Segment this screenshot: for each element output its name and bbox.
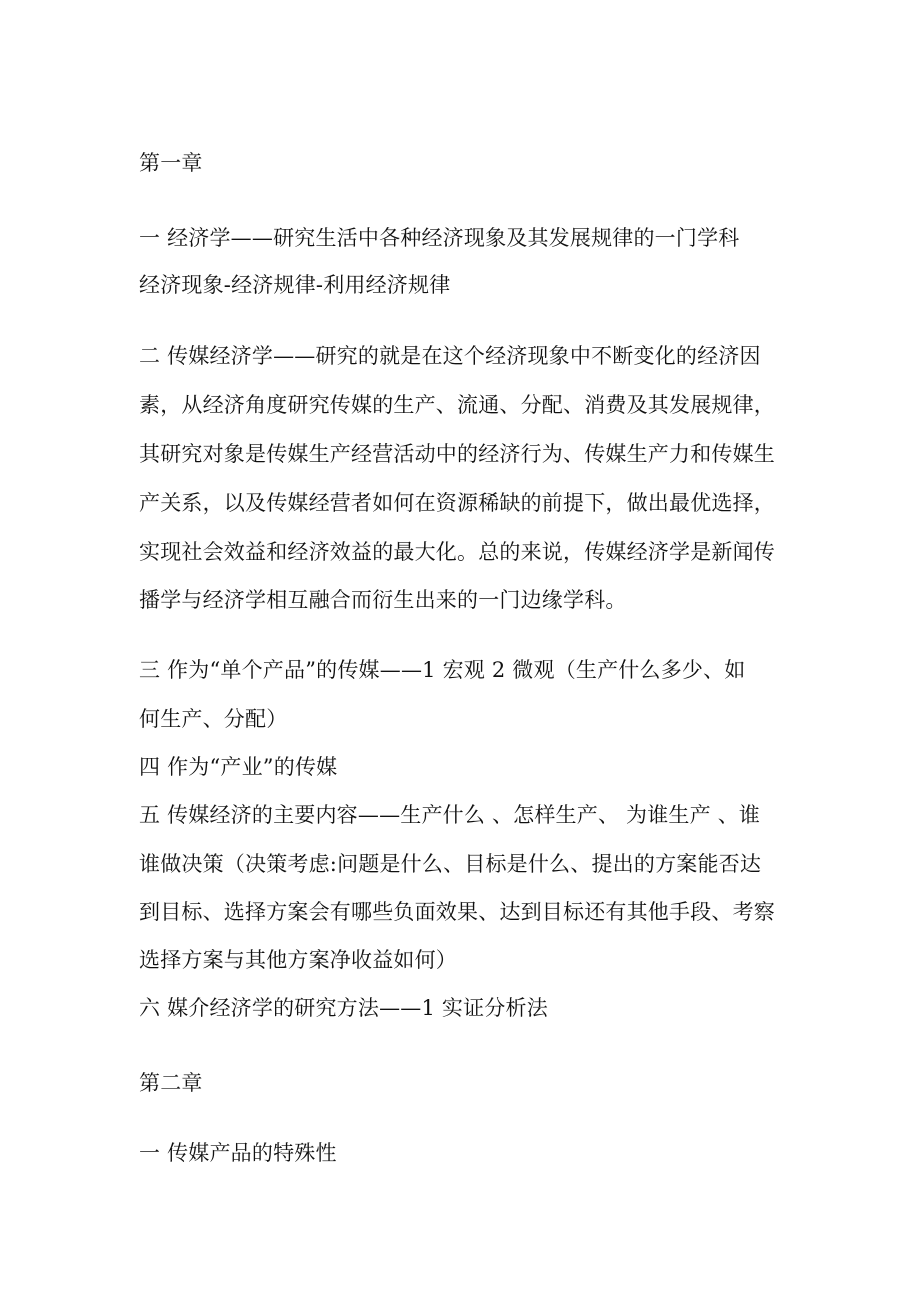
section-6-line: 六 媒介经济学的研究方法——1 实证分析法 <box>139 996 548 1020</box>
chapter-2-title: 第二章 <box>139 1071 203 1095</box>
section-1-line-1: 一 经济学——研究生活中各种经济现象及其发展规律的一门学科 <box>139 226 740 250</box>
section-5-line-2: 谁做决策（决策考虑:问题是什么、目标是什么、提出的方案能否达 <box>139 852 762 876</box>
chapter-2-section-1-line: 一 传媒产品的特殊性 <box>139 1141 337 1165</box>
section-3-line-2: 何生产、分配） <box>139 707 288 731</box>
section-2-line-6: 播学与经济学相互融合而衍生出来的一门边缘学科。 <box>139 588 627 612</box>
section-2-line-5: 实现社会效益和经济效益的最大化。总的来说，传媒经济学是新闻传 <box>139 540 775 564</box>
section-2-line-3: 其研究对象是传媒生产经营活动中的经济行为、传媒生产力和传媒生 <box>139 442 775 466</box>
section-2-line-4: 产关系，以及传媒经营者如何在资源稀缺的前提下，做出最优选择， <box>139 491 775 515</box>
section-5-line-4: 选择方案与其他方案净收益如何） <box>139 948 457 972</box>
section-4-line: 四 作为“产业”的传媒 <box>139 755 338 779</box>
section-1-line-2: 经济现象-经济规律-利用经济规律 <box>139 273 451 297</box>
section-5-line-3: 到目标、选择方案会有哪些负面效果、达到目标还有其他手段、考察 <box>139 900 775 924</box>
section-5-line-1: 五 传媒经济的主要内容——生产什么 、怎样生产、 为谁生产 、谁 <box>139 803 761 827</box>
section-3-line-1: 三 作为“单个产品”的传媒——1 宏观 2 微观（生产什么多少、如 <box>139 658 746 682</box>
chapter-1-title: 第一章 <box>139 151 203 175</box>
section-2-line-1: 二 传媒经济学——研究的就是在这个经济现象中不断变化的经济因 <box>139 344 761 368</box>
section-2-line-2: 素，从经济角度研究传媒的生产、流通、分配、消费及其发展规律， <box>139 393 775 417</box>
